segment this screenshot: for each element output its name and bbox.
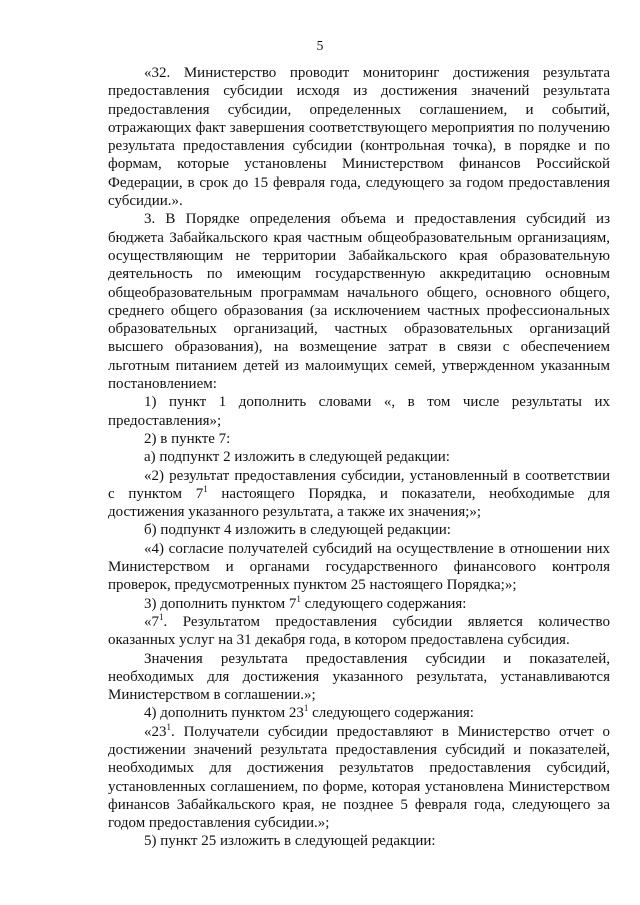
paragraph-subitem-2: 2) в пункте 7: <box>144 430 231 447</box>
paragraph-quote-23-1: «$23^1$. Получатели субсидии предоставляют в Министерство отчет о достижении значений результата предоставления субсидий и показателей, необходимых для достижения результатов предоставления субсидий, установленных соглашением, по форме, которая установлена Министерством финансов Забайкальского края, не позднее 5 февраля года, следующего за годом предоставления субсидии.»; <box>108 721 610 832</box>
paragraph-subitem-3: 3) дополнить пунктом $7^1$ следующего содержания: <box>144 593 467 612</box>
paragraph-quote-4: «4) согласие получателей субсидий на осуществление в отношении них Министерством и органами государственного финансового контроля проверок, предусмотренных пунктом 25 настоящего Порядка;»; <box>108 540 610 594</box>
paragraph-subitem-4: 4) дополнить пунктом $23^1$ следующего содержания: <box>144 703 474 722</box>
paragraph-item-32: «32. Министерство проводит мониторинг достижения результата предоставления субсидии исходя из достижения значений результата предоставления субсидии, определенных соглашением, и событий, отражающих факт завершения соответствующего мероприятия по получению результата предоставления субсидии (контрольная точка), в порядке и по формам, которые установлены Министерством финансов Российской Федерации, в срок до 15 февраля года, следующего за годом предоставления субсидии.». <box>108 65 610 210</box>
paragraph-quote-2: «2) результат предоставления субсидии, установленный в соответствии с пунктом $7^1$ настоящего Порядка, и показатели, необходимые для достижения указанного результата, а также их значения;»; <box>108 467 610 521</box>
paragraph-subitem-2a: а) подпункт 2 изложить в следующей редакции: <box>144 449 450 466</box>
paragraph-subitem-5: 5) пункт 25 изложить в следующей редакции: <box>144 833 436 850</box>
paragraph-subitem-2b: б) подпункт 4 изложить в следующей редакции: <box>144 522 451 539</box>
paragraph-values: Значения результата предоставления субсидии и показателей, необходимых для достижения указанного результата, устанавливаются Министерством в соглашении.»; <box>108 650 610 704</box>
paragraph-quote-7-1: «$7^1$. Результатом предоставления субсидии является количество оказанных услуг на 31 декабря года, в котором предоставлена субсидия. <box>108 611 610 649</box>
page-number: 5 <box>316 38 324 53</box>
paragraph-subitem-1: 1) пункт 1 дополнить словами «, в том числе результаты их предоставления»; <box>108 394 610 429</box>
document-body <box>108 64 610 851</box>
paragraph-section-3: 3. В Порядке определения объема и предоставления субсидий из бюджета Забайкальского края частным общеобразовательным организациям, осуществляющим не территории Забайкальского края образовательную деятельность по имеющим государственную аккредитацию основным общеобразовательным программам начального общего, основного общего, среднего общего образования (за исключением частных профессиональных образовательных организаций, частных образовательных организаций высшего образования), на возмещение затрат в связи с обеспечением льготным питанием детей из малоимущих семей, утвержденном указанным постановлением: <box>108 211 610 393</box>
